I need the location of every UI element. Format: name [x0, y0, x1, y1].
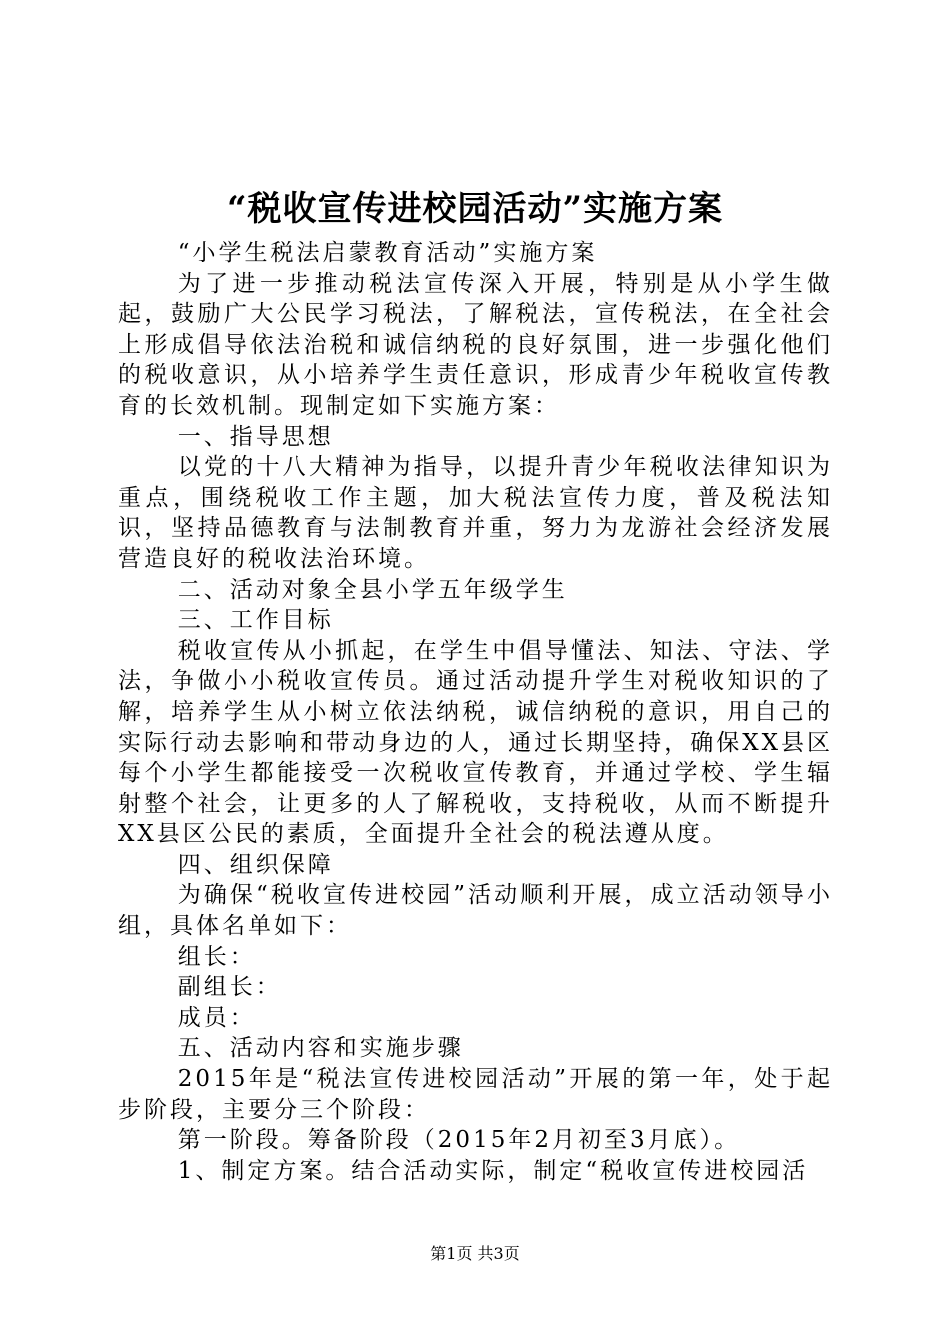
paragraph: 2015年是“税法宣传进校园活动”开展的第一年，处于起步阶段，主要分三个阶段： — [118, 1066, 833, 1123]
paragraph: 1、制定方案。结合活动实际，制定“税收宣传进校园活 — [177, 1157, 809, 1184]
section-heading: 三、工作目标 — [177, 607, 334, 634]
document-body — [118, 238, 833, 1186]
section-heading: 一、指导思想 — [177, 423, 334, 450]
paragraph: 为了进一步推动税法宣传深入开展，特别是从小学生做起，鼓励广大公民学习税法，了解税法，宣传税法，在全社会上形成倡导依法治税和诚信纳税的良好氛围，进一步强化他们的税收意识，从小培养学生责任意识，形成青少年税收宣传教育的长效机制。现制定如下实施方案： — [118, 270, 833, 419]
paragraph: 副组长： — [177, 974, 282, 1001]
document-title: “税收宣传进校园活动”实施方案 — [226, 189, 724, 229]
paragraph: 成员： — [177, 1004, 256, 1031]
page-footer: 第1页 共3页 — [430, 1244, 520, 1263]
section-heading: 二、活动对象全县小学五年级学生 — [177, 576, 568, 603]
paragraph: 第一阶段。筹备阶段（2015年2月初至3月底）。 — [177, 1127, 741, 1154]
paragraph: 为确保“税收宣传进校园”活动顺利开展，成立活动领导小组，具体名单如下： — [118, 882, 833, 940]
paragraph: 组长： — [177, 943, 256, 970]
paragraph: 以党的十八大精神为指导，以提升青少年税收法律知识为重点，围绕税收工作主题，加大税法宣传力度，普及税法知识，坚持品德教育与法制教育并重，努力为龙游社会经济发展营造良好的税收法治环境。 — [118, 454, 833, 572]
paragraph: 税收宣传从小抓起，在学生中倡导懂法、知法、守法、学法，争做小小税收宣传员。通过活动提升学生对税收知识的了解，培养学生从小树立依法纳税，诚信纳税的意识，用自己的实际行动去影响和带动身边的人，通过长期坚持，确保XX县区每个小学生都能接受一次税收宣传教育，并通过学校、学生辐射整个社会，让更多的人了解税收，支持税收，从而不断提升XX县区公民的素质，全面提升全社会的税法遵从度。 — [118, 637, 833, 848]
section-heading: 五、活动内容和实施步骤 — [177, 1035, 464, 1062]
paragraph: “小学生税法启蒙教育活动”实施方案 — [177, 240, 598, 266]
section-heading: 四、组织保障 — [177, 851, 334, 878]
